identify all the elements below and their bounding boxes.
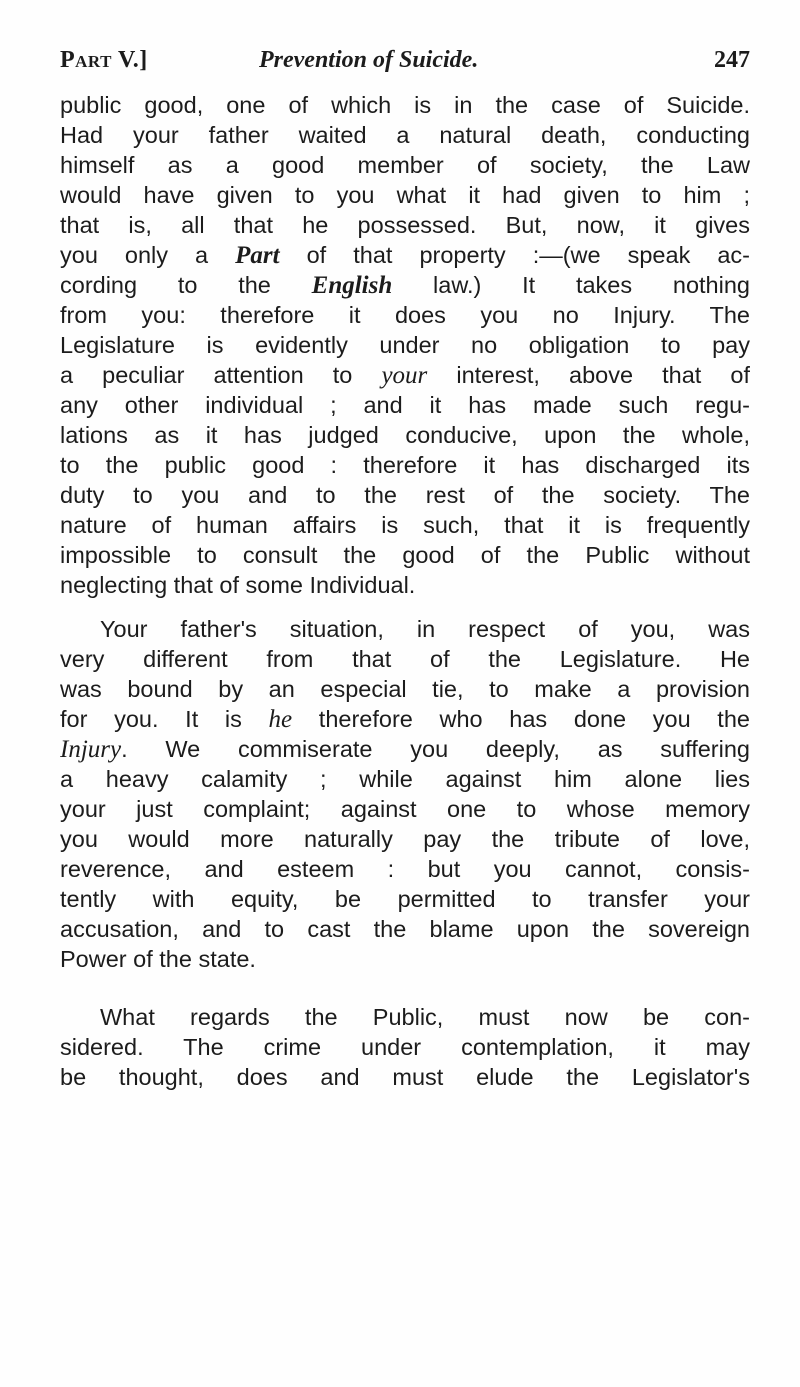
text-line: you would more naturally pay the tribute of love,	[60, 826, 750, 852]
text-line: Your father's situation, in respect of you, was	[100, 616, 750, 642]
text-line: cording to the English law.) It takes nothing	[60, 272, 750, 299]
part-label: Part V.]	[60, 47, 148, 73]
text-line: your just complaint; against one to whose memory	[60, 796, 750, 822]
text-line: public good, one of which is in the case of Suicide.	[60, 92, 750, 118]
paragraph-gap	[60, 600, 750, 614]
text-line: to the public good : therefore it has discharged its	[60, 452, 750, 478]
text-line: impossible to consult the good of the Public without	[60, 542, 750, 568]
text-line: lations as it has judged conducive, upon the whole,	[60, 422, 750, 448]
text-line: Power of the state.	[60, 946, 256, 972]
text-line: from you: therefore it does you no Injury. The	[60, 302, 750, 328]
body-text	[60, 90, 750, 1092]
running-header	[60, 40, 750, 80]
text-line: Had your father waited a natural death, conducting	[60, 122, 750, 148]
text-line: Legislature is evidently under no obligation to pay	[60, 332, 750, 358]
text-line: neglecting that of some Individual.	[60, 572, 416, 598]
text-line: What regards the Public, must now be con-	[100, 1004, 750, 1030]
text-line: was bound by an especial tie, to make a provision	[60, 676, 750, 702]
paragraph-2	[60, 614, 750, 974]
text-line: sidered. The crime under contemplation, it may	[60, 1034, 750, 1060]
paragraph-gap	[60, 974, 750, 1002]
emphasis-english: English	[311, 272, 393, 299]
text-line: himself as a good member of society, the Law	[60, 152, 750, 178]
text-line: accusation, and to cast the blame upon the sovereign	[60, 916, 750, 942]
text-line: Injury. We commiserate you deeply, as suffering	[60, 736, 750, 763]
emphasis-your: your	[381, 362, 428, 389]
text-line: be thought, does and must elude the Legislator's	[60, 1064, 750, 1090]
chapter-title: Prevention of Suicide.	[259, 47, 479, 73]
text-line: a peculiar attention to your interest, above that of	[60, 362, 750, 389]
emphasis-he: he	[268, 706, 293, 733]
text-line: that is, all that he possessed. But, now, it gives	[60, 212, 750, 238]
text-line: a heavy calamity ; while against him alone lies	[60, 766, 750, 792]
text-line: nature of human affairs is such, that it is frequently	[60, 512, 750, 538]
emphasis-injury: Injury	[60, 736, 122, 763]
text-line: reverence, and esteem : but you cannot, consis-	[60, 856, 750, 882]
text-line: duty to you and to the rest of the society. The	[60, 482, 750, 508]
paragraph-1	[60, 90, 750, 600]
text-line: you only a Part of that property :—(we speak ac-	[60, 242, 750, 269]
text-line: any other individual ; and it has made such regu-	[60, 392, 750, 418]
text-line: very different from that of the Legislature. He	[60, 646, 750, 672]
emphasis-part: Part	[235, 242, 280, 269]
text-line: for you. It is he therefore who has done you the	[60, 706, 750, 733]
text-line: would have given to you what it had given to him ;	[60, 182, 750, 208]
page-number: 247	[714, 47, 750, 73]
paragraph-3	[60, 1002, 750, 1092]
text-line: tently with equity, be permitted to transfer your	[60, 886, 750, 912]
